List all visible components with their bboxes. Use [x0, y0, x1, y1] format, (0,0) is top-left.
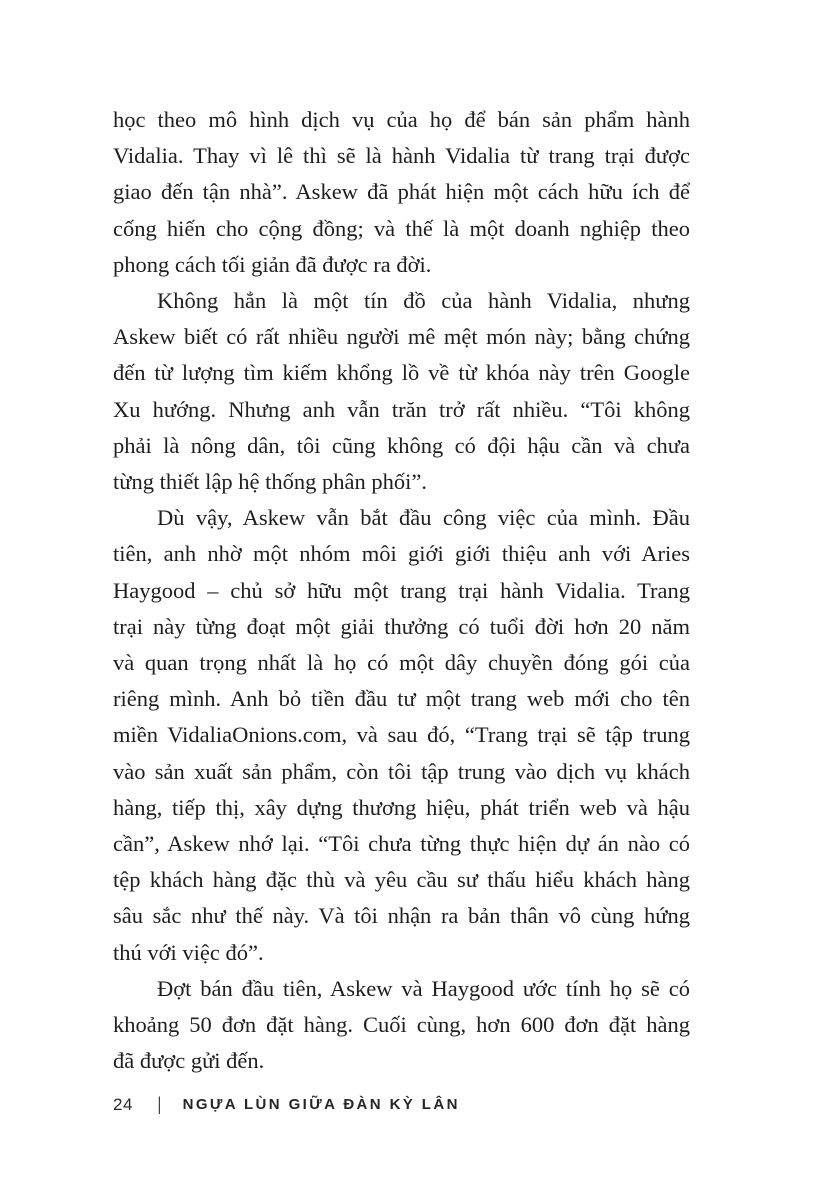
- text-line: Đợt bán đầu tiên, Askew và Haygood ước tính họ sẽ có: [157, 975, 690, 1001]
- text-line: thú với việc đó”.: [113, 939, 264, 965]
- text-line: học theo mô hình dịch vụ của họ để bán sản phẩm hành: [113, 107, 690, 132]
- text-line: Haygood – chủ sở hữu một trang trại hành Vidalia. Trang: [113, 577, 690, 603]
- text-line: tiên, anh nhờ một nhóm môi giới giới thiệu anh với Aries: [113, 541, 690, 567]
- text-line: miền VidaliaOnions.com, và sau đó, “Trang trại sẽ tập trung: [113, 722, 690, 748]
- page-footer: [113, 1094, 460, 1115]
- text-line: cần”, Askew nhớ lại. “Tôi chưa từng thực hiện dự án nào có: [113, 831, 690, 857]
- text-line: Dù vậy, Askew vẫn bắt đầu công việc của mình. Đầu: [157, 505, 690, 531]
- text-line: trại này từng đoạt một giải thưởng có tuổi đời hơn 20 năm: [113, 613, 690, 639]
- text-line: Xu hướng. Nhưng anh vẫn trăn trở rất nhiều. “Tôi không: [113, 396, 690, 422]
- book-title: NGỰA LÙN GIỮA ĐÀN KỲ LÂN: [182, 1096, 460, 1113]
- paragraph: [113, 500, 690, 971]
- paragraph: [113, 971, 690, 1080]
- text-line: Không hẳn là một tín đồ của hành Vidalia, nhưng: [157, 288, 690, 314]
- text-line: phong cách tối giản đã được ra đời.: [113, 251, 432, 277]
- body-text: [113, 102, 690, 1079]
- text-line: sâu sắc như thế này. Và tôi nhận ra bản thân vô cùng hứng: [113, 903, 690, 929]
- text-line: Vidalia. Thay vì lê thì sẽ là hành Vidalia từ trang trại được: [113, 143, 690, 169]
- text-line: hàng, tiếp thị, xây dựng thương hiệu, phát triển web và hậu: [113, 794, 690, 820]
- text-line: và quan trọng nhất là họ có một dây chuyền đóng gói của: [113, 650, 690, 676]
- text-line: đã được gửi đến.: [113, 1048, 265, 1074]
- page-number: 24: [113, 1094, 133, 1114]
- paragraph: [113, 102, 690, 283]
- text-line: phải là nông dân, tôi cũng không có đội hậu cần và chưa: [113, 432, 690, 458]
- footer-separator: |: [157, 1094, 162, 1114]
- text-line: đến từ lượng tìm kiếm khổng lồ về từ khóa này trên Google: [113, 360, 690, 386]
- paragraph: [113, 283, 690, 500]
- text-line: riêng mình. Anh bỏ tiền đầu tư một trang web mới cho tên: [113, 686, 690, 712]
- text-line: vào sản xuất sản phẩm, còn tôi tập trung vào dịch vụ khách: [113, 758, 690, 784]
- text-line: Askew biết có rất nhiều người mê mệt món này; bằng chứng: [113, 324, 690, 350]
- text-line: cống hiến cho cộng đồng; và thế là một doanh nghiệp theo: [113, 215, 690, 241]
- text-line: khoảng 50 đơn đặt hàng. Cuối cùng, hơn 600 đơn đặt hàng: [113, 1012, 690, 1038]
- text-line: từng thiết lập hệ thống phân phối”.: [113, 469, 428, 495]
- text-line: giao đến tận nhà”. Askew đã phát hiện một cách hữu ích để: [113, 179, 690, 205]
- text-line: tệp khách hàng đặc thù và yêu cầu sư thấu hiểu khách hàng: [113, 867, 690, 893]
